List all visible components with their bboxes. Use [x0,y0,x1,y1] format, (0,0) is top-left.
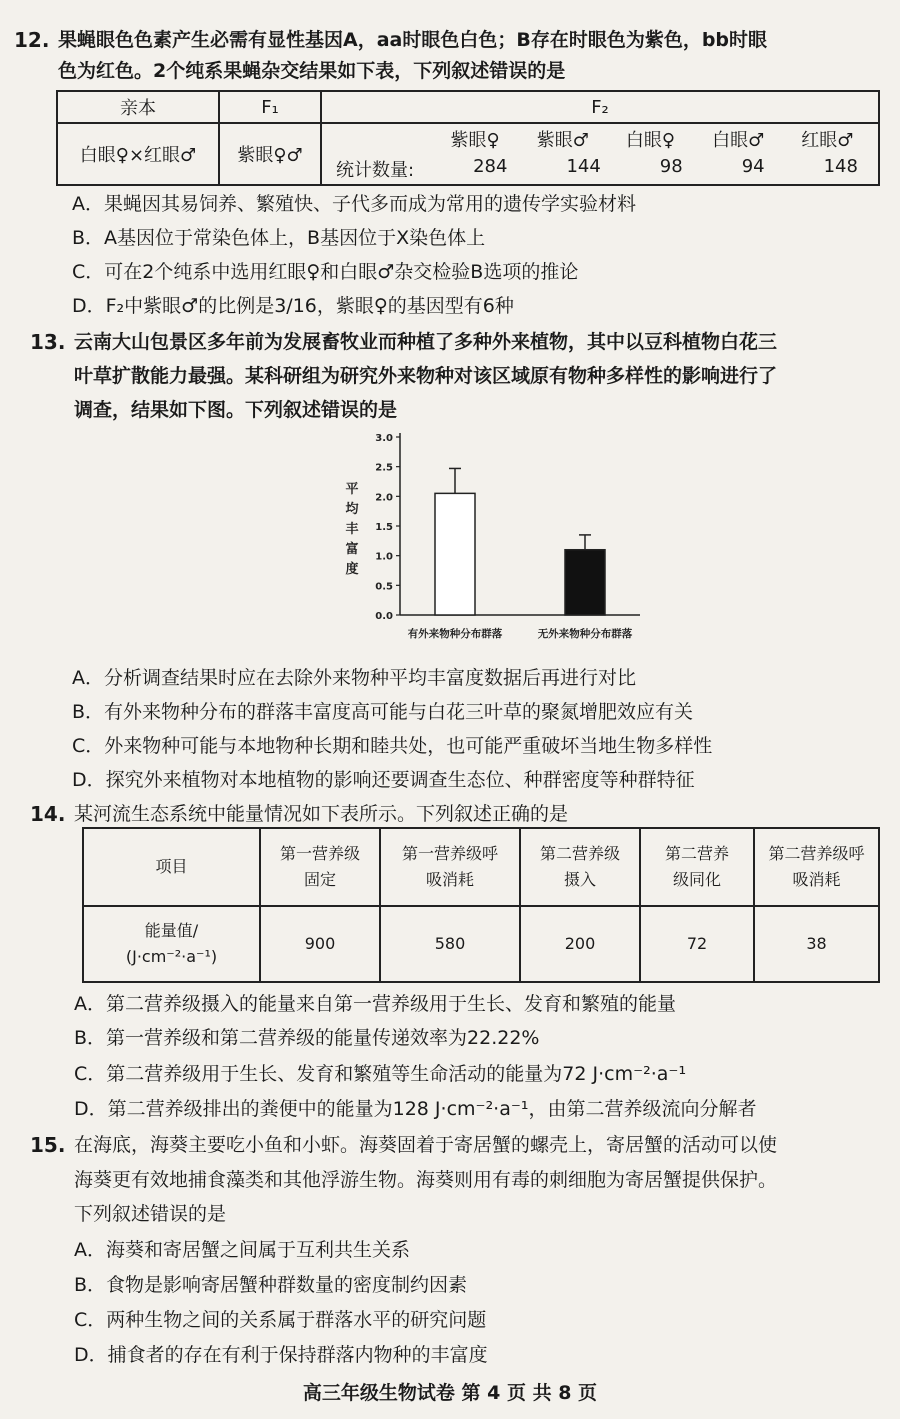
q12-option-b: B．A基因位于常染色体上，B基因位于X染色体上 [72,227,486,249]
q14-header-text: 第二营养级呼 [768,844,865,863]
q13-stem-line2: 叶草扩散能力最强。某科研组为研究外来物种对该区域原有物种多样性的影响进行了 [74,365,778,387]
q14-option-b: B．第一营养级和第二营养级的能量传递效率为22.22% [74,1027,540,1049]
q14-header-cell [380,828,520,906]
q14-value: 72 [640,906,754,982]
q12-header-f1: F₁ [219,91,321,123]
q12-f2-label: 白眼♀ [625,130,676,151]
q14-row-label [83,906,260,982]
q14-value: 200 [520,906,640,982]
q14-number: 14. [30,802,66,826]
q14-header-text: 吸消耗 [425,870,474,889]
q13-option-c: C．外来物种可能与本地物种长期和睦共处，也可能严重破坏当地生物多样性 [72,735,713,757]
q12-f2-count: 94 [741,156,765,177]
q13-stem-line3: 调查，结果如下图。下列叙述错误的是 [74,399,398,421]
q14-header-cell [754,828,879,906]
bar [565,550,605,615]
q14-header-cell [260,828,380,906]
y-axis-label: 均 [345,502,359,517]
q14-header-text: 第二营养级 [539,844,620,863]
q14-header-text: 第一营养级呼 [401,844,498,863]
y-axis-label: 平 [345,482,359,497]
q12-f2-label: 紫眼♀ [450,130,500,151]
q15-stem-line3: 下列叙述错误的是 [74,1203,227,1225]
q14-value: 900 [260,906,380,982]
q12-f2-counts [321,154,879,185]
y-tick-label: 0.0 [375,611,393,622]
q12-f2-count: 148 [823,156,858,177]
q14-header-text: 项目 [155,857,188,876]
q14-header-cell [520,828,640,906]
q15-stem-line1: 在海底，海葵主要吃小鱼和小虾。海葵固着于寄居蟹的螺壳上，寄居蟹的活动可以使 [74,1134,778,1156]
q12-stem-line2: 色为红色。2个纯系果蝇杂交结果如下表，下列叙述错误的是 [58,60,566,82]
y-axis-label: 富 [345,542,359,557]
q14-table [82,827,880,983]
category-label: 无外来物种分布群落 [537,628,633,640]
q13-option-d: D．探究外来植物对本地植物的影响还要调查生态位、种群密度等种群特征 [72,769,695,791]
q14-option-c: C．第二营养级用于生长、发育和繁殖等生命活动的能量为72 J·cm⁻²·a⁻¹ [74,1063,687,1085]
q14-header-text: 第一营养级 [279,844,360,863]
q15-option-c: C．两种生物之间的关系属于群落水平的研究问题 [74,1309,487,1331]
q14-option-a: A．第二营养级摄入的能量来自第一营养级用于生长、发育和繁殖的能量 [74,993,676,1015]
q14-header-text: 级同化 [672,870,721,889]
y-tick-label: 0.5 [375,581,393,593]
q14-header-text: 固定 [303,870,336,889]
y-tick-label: 1.5 [375,522,393,533]
q12-stem-line1: 果蝇眼色色素产生必需有显性基因A，aa时眼色白色；B存在时眼色为紫色，bb时眼 [58,29,768,51]
q12-table [56,90,880,186]
q12-f2-label: 紫眼♂ [536,130,589,151]
q15-option-d: D．捕食者的存在有利于保持群落内物种的丰富度 [74,1344,488,1366]
q12-header-f2: F₂ [321,91,879,123]
y-tick-label: 2.0 [375,492,393,504]
q12-option-d: D．F₂中紫眼♂的比例是3/16，紫眼♀的基因型有6种 [72,295,514,317]
q12-f2-count: 144 [566,156,601,177]
page-footer: 高三年级生物试卷 第 4 页 共 8 页 [302,1382,598,1404]
q14-row-label-line2: (J·cm⁻²·a⁻¹) [125,947,218,966]
q14-value: 580 [380,906,520,982]
q14-row-label-line1: 能量值/ [144,921,199,940]
y-tick-label: 3.0 [375,433,393,444]
y-tick-label: 1.0 [375,551,393,563]
y-tick-label: 2.5 [375,462,393,474]
q14-option-d: D．第二营养级排出的粪便中的能量为128 J·cm⁻²·a⁻¹，由第二营养级流向分解者 [74,1098,757,1120]
q14-stem: 某河流生态系统中能量情况如下表所示。下列叙述正确的是 [74,803,569,825]
q15-number: 15. [30,1133,66,1157]
q13-option-b: B．有外来物种分布的群落丰富度高可能与白花三叶草的聚氮增肥效应有关 [72,701,694,723]
q15-option-b: B．食物是影响寄居蟹种群数量的密度制约因素 [74,1274,468,1296]
q14-header-text: 吸消耗 [792,870,841,889]
q12-option-c: C．可在2个纯系中选用红眼♀和白眼♂杂交检验B选项的推论 [72,261,579,283]
q14-header-text: 摄入 [563,870,596,889]
q12-number: 12. [14,28,50,52]
q14-header-item [83,828,260,906]
richness-bar-chart [330,425,660,655]
q12-f2-count: 284 [473,156,508,177]
q12-f2-labels [321,123,879,154]
q14-value: 38 [754,906,879,982]
bar [435,493,475,615]
q14-header-text: 第二营养 [664,844,729,863]
q14-header-cell [640,828,754,906]
y-axis-label: 丰 [345,522,359,537]
category-label: 有外来物种分布群落 [407,628,503,640]
q12-f1-cell: 紫眼♀♂ [219,123,321,185]
q12-header-parent: 亲本 [57,91,219,123]
q12-count-label: 统计数量: [336,160,415,181]
q12-f2-label: 白眼♂ [712,130,765,151]
q15-stem-line2: 海葵更有效地捕食藻类和其他浮游生物。海葵则用有毒的刺细胞为寄居蟹提供保护。 [74,1169,778,1191]
q12-f2-label: 红眼♂ [801,130,854,151]
q13-option-a: A．分析调查结果时应在去除外来物种平均丰富度数据后再进行对比 [72,667,636,689]
y-axis-label: 度 [345,562,359,577]
q12-option-a: A．果蝇因其易饲养、繁殖快、子代多而成为常用的遗传学实验材料 [72,193,636,215]
q13-stem-line1: 云南大山包景区多年前为发展畜牧业而种植了多种外来植物，其中以豆科植物白花三 [74,331,778,353]
q12-f2-count: 98 [659,156,683,177]
q15-option-a: A．海葵和寄居蟹之间属于互利共生关系 [74,1239,410,1261]
q12-parent-cell: 白眼♀×红眼♂ [57,123,219,185]
q13-number: 13. [30,330,66,354]
